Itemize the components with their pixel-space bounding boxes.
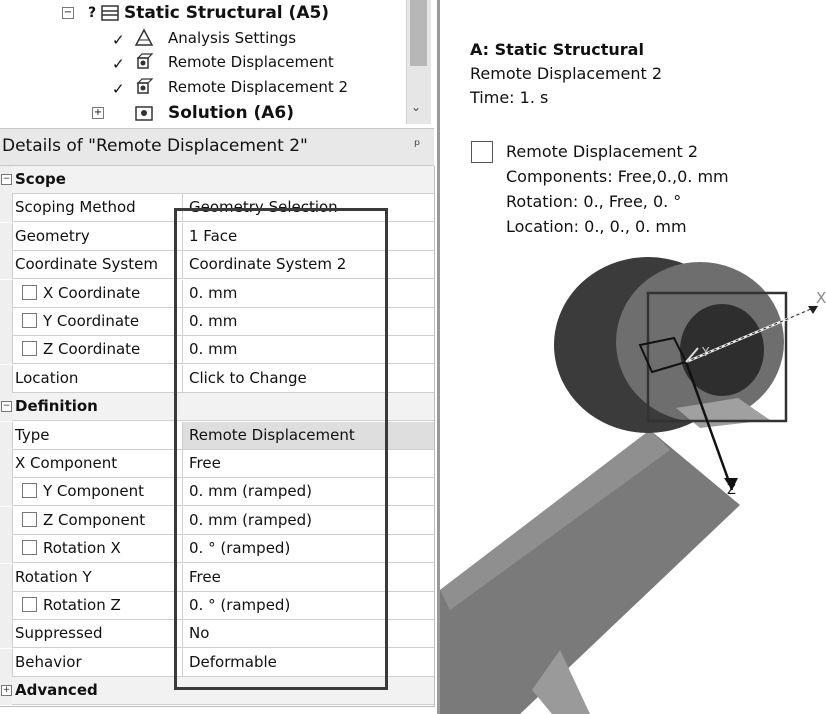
property-row-suppressed[interactable] [0, 620, 434, 648]
outline-tree [0, 0, 436, 126]
property-label-cell [12, 393, 434, 421]
property-label: Geometry [15, 226, 90, 245]
tree-item-label: Static Structural (A5) [124, 3, 330, 23]
property-value-cell[interactable] [183, 620, 434, 648]
property-value: Remote Displacement [189, 425, 355, 444]
pin-icon[interactable]: ᵖ [414, 136, 421, 154]
property-label-cell [12, 564, 183, 592]
property-label: Behavior [15, 652, 82, 671]
property-value: 0. mm [189, 283, 238, 302]
property-value: Free [189, 567, 221, 586]
property-value: Geometry Selection [189, 198, 338, 217]
details-title: Details of "Remote Displacement 2" [2, 136, 308, 156]
parameter-checkbox[interactable] [22, 597, 37, 612]
property-value: Click to Change [189, 368, 307, 387]
tree-item-label: Remote Displacement 2 [168, 78, 349, 96]
property-label-cell [12, 620, 183, 648]
property-label: Scope [15, 170, 66, 188]
viewport-title: A: Static Structural [470, 40, 644, 59]
section-definition[interactable] [0, 393, 434, 421]
property-value-cell[interactable] [183, 365, 434, 393]
property-row-rotation-y[interactable] [0, 564, 434, 592]
remote-displacement-icon [134, 52, 154, 72]
property-label: Z Component [43, 510, 146, 529]
property-label: Advanced [15, 681, 98, 700]
property-label: X Coordinate [43, 283, 141, 302]
property-label: Y Coordinate [43, 312, 140, 330]
parameter-checkbox[interactable] [22, 313, 37, 328]
property-row-rotation-x[interactable] [0, 535, 434, 563]
collapse-icon[interactable]: − [2, 174, 11, 184]
legend-rotation: Rotation: 0., Free, 0. ° [506, 192, 682, 211]
legend-components: Components: Free,0.,0. mm [506, 167, 729, 186]
property-row-geometry[interactable] [0, 223, 434, 251]
property-value: 0. mm [189, 312, 238, 330]
parameter-checkbox[interactable] [22, 483, 37, 498]
question-mark-icon: ? [88, 5, 97, 21]
property-label: Location [15, 368, 79, 387]
legend-color-swatch [471, 141, 493, 163]
viewport-subtitle: Remote Displacement 2 [470, 64, 663, 83]
property-row-rotation-z[interactable] [0, 592, 434, 620]
axis-z-label: Z [727, 483, 736, 498]
property-row-coordinate-system[interactable] [0, 251, 434, 279]
property-label: Type [15, 425, 50, 444]
tree-scrollbar[interactable] [406, 0, 431, 124]
property-label-cell [12, 194, 183, 222]
property-label-cell [12, 308, 183, 336]
property-label-cell [12, 422, 183, 450]
property-value-cell[interactable] [183, 223, 434, 251]
property-value: 0. ° (ramped) [189, 596, 291, 614]
parameter-checkbox[interactable] [22, 285, 37, 300]
property-row-scoping-method[interactable] [0, 194, 434, 222]
property-row-x-component[interactable] [0, 450, 434, 478]
property-value-cell[interactable] [183, 308, 434, 336]
section-scope[interactable] [0, 166, 434, 194]
parameter-checkbox[interactable] [22, 512, 37, 527]
section-advanced[interactable] [0, 677, 434, 705]
property-label-cell [12, 365, 183, 393]
details-grid [0, 166, 435, 707]
property-label-cell [12, 478, 183, 506]
property-value: 1 Face [189, 226, 238, 245]
chevron-down-icon[interactable]: ⌄ [411, 100, 422, 114]
property-label-cell [12, 535, 183, 563]
property-label-cell [12, 280, 183, 308]
property-value: Deformable [189, 652, 277, 671]
property-label: Z Coordinate [43, 340, 141, 359]
property-value: No [189, 624, 210, 643]
property-label-cell [12, 450, 183, 478]
details-panel-header [0, 128, 434, 166]
analysis-settings-icon [134, 28, 154, 48]
property-value-cell[interactable] [183, 507, 434, 535]
property-value-cell[interactable] [183, 194, 434, 222]
property-label-cell [12, 166, 434, 194]
property-label: Suppressed [15, 624, 103, 643]
property-label-cell [12, 251, 183, 279]
expand-icon[interactable]: + [2, 685, 11, 696]
property-row-y-component[interactable] [0, 478, 434, 506]
property-label: Coordinate System [15, 255, 158, 274]
tree-expander-icon[interactable]: − [63, 7, 73, 18]
property-row-z-coordinate[interactable] [0, 336, 434, 364]
property-label: Scoping Method [15, 198, 136, 217]
property-row-behavior[interactable] [0, 649, 434, 677]
property-label: Definition [15, 397, 98, 416]
scrollbar-thumb[interactable] [410, 0, 427, 66]
property-label: Rotation Y [15, 567, 92, 586]
remote-displacement-icon [134, 77, 154, 97]
property-value-cell[interactable] [183, 592, 434, 620]
property-row-type[interactable] [0, 422, 434, 450]
property-value: 0. mm (ramped) [189, 510, 313, 529]
parameter-checkbox[interactable] [22, 341, 37, 356]
property-value: 0. mm [189, 340, 238, 359]
axis-x-label: X [816, 289, 826, 307]
property-value-cell[interactable] [183, 336, 434, 364]
legend-name: Remote Displacement 2 [506, 142, 699, 161]
solution-icon [134, 103, 154, 123]
tree-item-label: Solution (A6) [168, 103, 295, 123]
property-value-cell[interactable] [183, 251, 434, 279]
property-value: Free [189, 454, 221, 472]
property-label: Rotation X [43, 539, 121, 558]
property-row-x-coordinate[interactable] [0, 280, 434, 308]
parameter-checkbox[interactable] [22, 540, 37, 555]
static-structural-icon [100, 3, 120, 23]
graphics-viewport[interactable] [440, 0, 826, 714]
tree-expander-icon[interactable]: + [93, 107, 103, 118]
property-row-location[interactable] [0, 365, 434, 393]
tree-item-label: Remote Displacement [168, 53, 334, 71]
property-label-cell [12, 507, 183, 535]
axis-y-label: Y [702, 345, 710, 359]
property-value-cell[interactable] [183, 450, 434, 478]
property-value-cell[interactable] [183, 422, 434, 450]
property-value: 0. mm (ramped) [189, 482, 313, 501]
property-value-cell[interactable] [183, 478, 434, 506]
property-label: X Component [15, 454, 118, 472]
legend-location: Location: 0., 0., 0. mm [506, 217, 687, 236]
property-value-cell[interactable] [183, 280, 434, 308]
property-label: Y Component [43, 482, 145, 501]
property-label: Rotation Z [43, 596, 121, 614]
property-value-cell[interactable] [183, 564, 434, 592]
property-value: Coordinate System 2 [189, 255, 347, 274]
model-scene [440, 0, 826, 714]
property-label-cell [12, 649, 183, 677]
property-label-cell [12, 592, 183, 620]
property-label-cell [12, 223, 183, 251]
check-icon: ✓ [112, 80, 125, 98]
collapse-icon[interactable]: − [2, 401, 11, 412]
tree-item-label: Analysis Settings [168, 29, 297, 47]
property-label-cell [12, 677, 434, 705]
check-icon: ✓ [112, 31, 125, 49]
property-row-z-component[interactable] [0, 507, 434, 535]
check-icon: ✓ [112, 55, 125, 73]
property-value: 0. ° (ramped) [189, 539, 291, 558]
property-row-y-coordinate[interactable] [0, 308, 434, 336]
property-value-cell[interactable] [183, 535, 434, 563]
viewport-time: Time: 1. s [470, 88, 549, 107]
property-value-cell[interactable] [183, 649, 434, 677]
property-label-cell [12, 336, 183, 364]
